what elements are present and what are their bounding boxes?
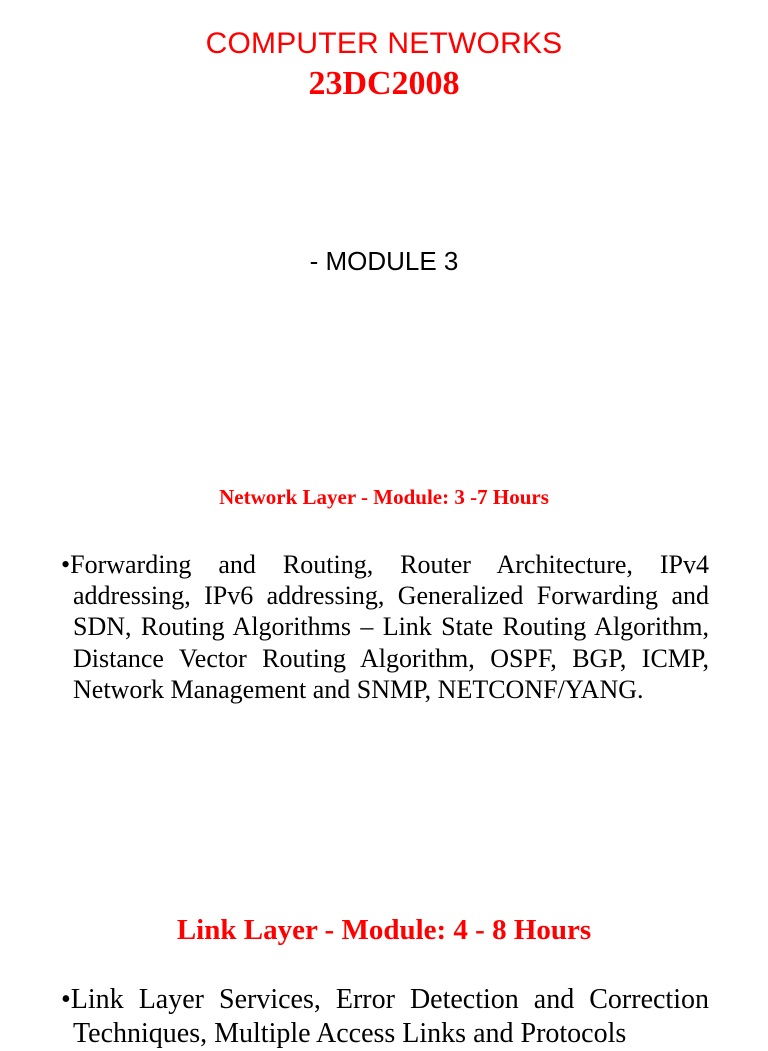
course-code: 23DC2008 <box>308 65 460 102</box>
course-title: COMPUTER NETWORKS <box>205 27 563 60</box>
network-layer-heading: Network Layer - Module: 3 -7 Hours <box>219 485 549 509</box>
link-layer-heading: Link Layer - Module: 4 - 8 Hours <box>176 914 592 946</box>
network-layer-topics: •Forwarding and Routing, Router Architecture, IPv4 addressing, IPv6 addressing, Generalized Forwarding and SDN, Routing Algorithms – Link State Routing Algorithm, Distance Vector Routing Algorithm, OSPF, BGP, ICMP, Network Management and SNMP, NETCONF/YANG. <box>61 550 709 704</box>
module-label: - MODULE 3 <box>309 246 459 276</box>
link-layer-topics: •Link Layer Services, Error Detection and Correction Techniques, Multiple Access Links and Protocols <box>61 984 709 1049</box>
